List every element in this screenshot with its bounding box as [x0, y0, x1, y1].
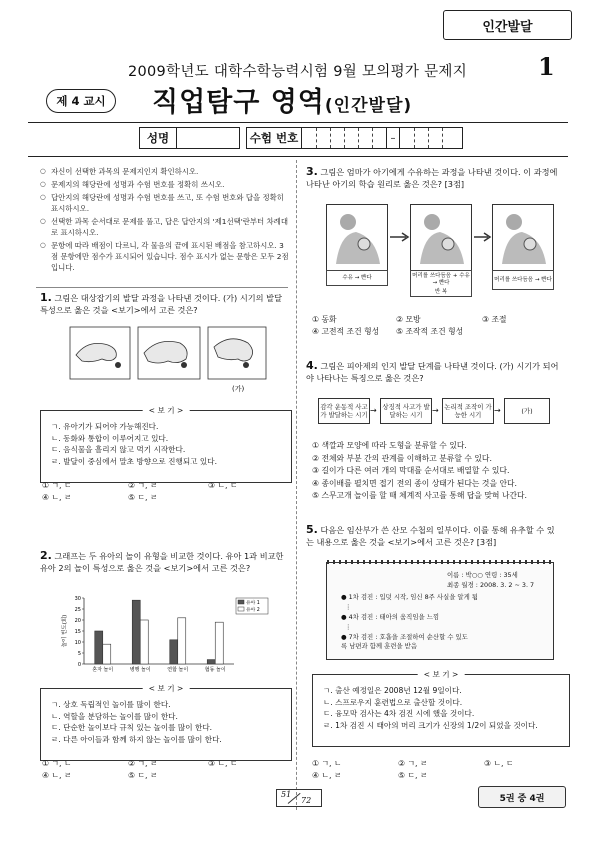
choice-4[interactable]: ④ ㄴ, ㄹ	[42, 771, 72, 780]
q2-bogi	[40, 684, 292, 761]
legend-swatch	[238, 600, 244, 604]
bogi-item: ㄹ. 1차 검진 시 태아의 머리 크기가 신장의 1/2이 되었을 것이다.	[323, 720, 538, 730]
q3-choices	[312, 314, 562, 338]
y-tick-label: 25	[74, 607, 81, 613]
volume-label: 5권 중 4권	[499, 793, 545, 804]
instruction-item: ○ 문항에 따라 배점이 다르니, 각 물음의 끝에 표시된 배점을 참고하시오. 3점 문항에만 점수가 표시되어 있습니다. 점수 표시가 없는 문항은 모두 2점입니다.	[40, 240, 290, 273]
y-tick-label: 30	[74, 596, 81, 602]
legend-label: 유아 1	[246, 601, 260, 606]
question-number: 4.	[306, 359, 318, 372]
choice-5[interactable]: ⑤ 조작적 조건 형성	[396, 327, 464, 336]
question-4	[306, 360, 561, 384]
q5-bogi	[312, 670, 570, 747]
main-subtitle: (인간발달)	[324, 96, 413, 116]
choice-5[interactable]: ⑤ ㄷ, ㄹ	[398, 771, 428, 780]
legend-label: 유아 2	[246, 608, 260, 613]
candidate-id-row	[139, 127, 463, 149]
grasp-development-figure	[68, 325, 268, 395]
question-5	[306, 524, 561, 548]
page-total: 72	[301, 796, 312, 805]
choice-5[interactable]: ⑤ ㄷ, ㄹ	[128, 493, 158, 502]
stage-box: 감각 운동적 사고가 발달하는 시기	[318, 398, 370, 424]
notebook-entry: ● 4차 검진 : 태아의 움직임을 느낌	[341, 613, 440, 621]
arrow-icon: →	[432, 406, 439, 415]
bogi-item: ㄷ. 융모막 검사는 4차 검진 시에 했을 것이다.	[323, 709, 475, 718]
panel1-caption: 수유 → 빤다	[326, 270, 388, 286]
choice-4[interactable]: ④ ㄴ, ㄹ	[42, 493, 72, 502]
period-badge-label: 제 4 교시	[56, 94, 106, 108]
choice-2[interactable]: ② ㄱ, ㄹ	[128, 481, 158, 490]
exam-title: 2009학년도 대학수학능력시험 9월 모의평가 문제지	[127, 64, 468, 80]
instruction-item: ○ 자신이 선택한 과목의 문제지인지 확인하시오.	[40, 166, 290, 177]
question-2	[40, 550, 290, 574]
bar	[140, 620, 148, 664]
column-separator	[296, 160, 297, 810]
q2-choices	[42, 758, 292, 782]
notebook-entry: ● 7차 검진 : 호흡을 조절하여 순산할 수 있도록 남편과 함께 훈련을 받음	[341, 633, 468, 650]
bogi-item: ㄴ. 역할을 분담하는 놀이를 많이 한다.	[51, 711, 178, 721]
choice-3[interactable]: ③ 조절	[482, 315, 507, 324]
q4-choices	[312, 440, 567, 503]
bogi-item: ㄹ. 다른 아이들과 함께 하지 않는 놀이를 많이 한다.	[51, 734, 222, 744]
bogi-item: ㄴ. 스프로우지 훈련법으로 출산할 것이다.	[323, 697, 463, 707]
choice-2[interactable]: ② 전체와 부분 간의 관계를 이해하고 분류할 수 있다.	[312, 453, 492, 463]
bogi-item: ㄱ. 상호 독립적인 놀이를 많이 한다.	[51, 700, 171, 709]
x-tick-label: 혼자 놀이	[92, 667, 114, 673]
notebook-period: 최종 월경 : 2008. 3. 2 ~ 3. 7	[447, 581, 535, 589]
subject-label: 인간발달	[482, 19, 533, 35]
panel3-caption: 머리를 쓰다듬음 → 빤다	[492, 270, 554, 290]
question-text: 다음은 임산부가 쓴 산모 수첩의 일부이다. 이를 통해 유추할 수 있는 내용으로 옳은 것을 <보기>에서 고른 것은? [3점]	[306, 525, 555, 547]
choice-3[interactable]: ③ 길이가 다른 여러 개의 막대를 순서대로 배열할 수 있다.	[312, 466, 510, 475]
question-3	[306, 166, 561, 190]
instruction-item: ○ 문제지의 해당란에 성명과 수험 번호를 정확히 쓰시오.	[40, 179, 290, 190]
x-tick-label: 병행 놀이	[129, 667, 151, 673]
q1-choices	[42, 480, 292, 504]
id-field[interactable]: –	[302, 127, 463, 149]
panel2-caption: 머리를 쓰다듬음 + 수유 → 빤다	[410, 270, 472, 290]
main-title-text: 직업탐구 영역	[152, 87, 325, 118]
bogi-item: ㄴ. 동화와 통합이 이루어지고 있다.	[51, 433, 169, 443]
question-text: 그림은 엄마가 아기에게 수유하는 과정을 나타낸 것이다. 이 과정에 나타난 아기의 학습 원리로 옳은 것은? [3점]	[306, 167, 558, 189]
bar	[178, 618, 186, 664]
play-type-chart	[60, 588, 280, 674]
stage-box: 상징적 사고가 발달하는 시기	[380, 398, 432, 424]
page-current: 51	[281, 790, 292, 799]
y-tick-label: 15	[74, 629, 81, 635]
q1-bogi	[40, 406, 292, 483]
bogi-item: ㄱ. 출산 예정일은 2008년 12월 9일이다.	[323, 686, 462, 695]
bogi-item: ㄷ. 음식물을 흘리지 않고 먹기 시작한다.	[51, 445, 186, 454]
instruction-item: ○ 답안지의 해당란에 성명과 수험 번호를 쓰고, 또 수험 번호와 답을 정확히 표시하시오.	[40, 192, 290, 214]
choice-3[interactable]: ③ ㄴ, ㄷ	[208, 481, 238, 490]
bar	[207, 660, 215, 664]
bar	[103, 644, 111, 664]
page-counter	[276, 789, 322, 807]
choice-5[interactable]: ⑤ ㄷ, ㄹ	[128, 771, 158, 780]
question-text: 그래프는 두 유아의 놀이 유형을 비교한 것이다. 유아 1과 비교한 유아 2의 놀이 특성으로 옳은 것을 <보기>에서 고른 것은?	[40, 551, 284, 573]
x-tick-label: 연합 놀이	[167, 667, 189, 673]
y-axis-label: 놀이 빈도(회)	[62, 614, 68, 648]
y-tick-label: 20	[74, 618, 81, 624]
choice-3[interactable]: ③ ㄴ, ㄷ	[484, 759, 514, 768]
question-text: 그림은 피아제의 인지 발달 단계를 나타낸 것이다. (가) 시기가 되어야 나타나는 특징으로 옳은 것은?	[306, 361, 559, 383]
choice-3[interactable]: ③ ㄴ, ㄷ	[208, 759, 238, 768]
y-tick-label: 10	[74, 640, 81, 646]
feeding-figure	[326, 204, 558, 296]
bar	[215, 622, 223, 664]
choice-5[interactable]: ⑤ 스무고개 놀이를 할 때 체계적 사고를 통해 답을 맞혀 나간다.	[312, 491, 528, 500]
notebook-spiral	[327, 560, 553, 564]
notebook-entry: ● 1차 검진 : 입덧 시작, 임신 8주 사실을 알게 됨	[341, 593, 478, 601]
bogi-item: ㄱ. 유아기가 되어야 가능해진다.	[51, 422, 159, 431]
header-bottom-rule	[28, 156, 568, 157]
notes-rule	[36, 287, 288, 288]
figure-label: (가)	[232, 385, 245, 393]
question-number: 5.	[306, 523, 318, 536]
notebook-dots: ⋮	[345, 603, 352, 611]
id-label: 수험 번호	[246, 127, 302, 149]
instruction-item: ○ 선택한 과목 순서대로 문제를 풀고, 답은 답안지의 '제1선택'란부터 차례대로 표시하시오.	[40, 216, 290, 238]
question-number: 1.	[40, 291, 52, 304]
stage-box-ga: (가)	[504, 398, 550, 424]
bar	[132, 600, 140, 664]
subject-label-box	[443, 10, 572, 40]
bogi-title: < 보 기 >	[143, 405, 190, 417]
q5-choices	[312, 758, 562, 782]
page-number: 1	[538, 52, 555, 81]
question-number: 3.	[306, 165, 318, 178]
y-tick-label: 5	[77, 651, 81, 657]
bogi-title: < 보 기 >	[418, 669, 465, 681]
choice-4[interactable]: ④ ㄴ, ㄹ	[312, 771, 342, 780]
maternity-notebook	[326, 562, 554, 660]
legend-swatch	[238, 607, 244, 611]
header-rule	[28, 122, 568, 123]
choice-4[interactable]: ④ 종이배를 펼치면 접기 전의 종이 상태가 된다는 것을 안다.	[312, 478, 518, 488]
choice-1[interactable]: ① 색깔과 모양에 따라 도형을 분류할 수 있다.	[312, 441, 467, 450]
bar	[170, 640, 178, 664]
instructions	[40, 166, 290, 275]
x-tick-label: 협동 놀이	[204, 667, 226, 673]
main-title	[152, 80, 412, 119]
question-1	[40, 292, 290, 316]
piaget-stages-diagram	[318, 398, 558, 428]
bogi-title: < 보 기 >	[143, 683, 190, 695]
notebook-name: 이름 : 박○○ 연령 : 35세	[447, 571, 518, 579]
panel2-footer: 반 복	[410, 288, 472, 297]
period-badge	[46, 89, 116, 113]
choice-1[interactable]: ① ㄱ, ㄴ	[312, 759, 342, 768]
stage-box: 논리적 조작이 가능한 시기	[442, 398, 494, 424]
bar	[95, 631, 103, 664]
y-tick-label: 0	[77, 662, 81, 668]
arrow-icon: →	[370, 406, 377, 415]
question-text: 그림은 대상잡기의 발달 과정을 나타낸 것이다. (가) 시기의 발달 특성으로 옳은 것을 <보기>에서 고른 것은?	[40, 293, 282, 315]
choice-2[interactable]: ② ㄱ, ㄹ	[128, 759, 158, 768]
choice-1[interactable]: ① 동화	[312, 315, 337, 324]
choice-2[interactable]: ② 모방	[396, 315, 421, 324]
volume-badge	[478, 786, 566, 808]
choice-4[interactable]: ④ 고전적 조건 형성	[312, 327, 380, 336]
bogi-item: ㄹ. 발달이 중심에서 말초 방향으로 진행되고 있다.	[51, 456, 218, 466]
question-number: 2.	[40, 549, 52, 562]
choice-1[interactable]: ① ㄱ, ㄴ	[42, 759, 72, 768]
notebook-dots: ⋮	[345, 623, 352, 631]
arrow-icon: →	[494, 406, 501, 415]
choice-2[interactable]: ② ㄱ, ㄹ	[398, 759, 428, 768]
choice-1[interactable]: ① ㄱ, ㄷ	[42, 481, 72, 490]
name-label: 성명	[139, 127, 177, 149]
name-field[interactable]	[177, 127, 240, 149]
bogi-item: ㄷ. 단순한 놀이보다 규칙 있는 놀이를 많이 한다.	[51, 723, 213, 732]
